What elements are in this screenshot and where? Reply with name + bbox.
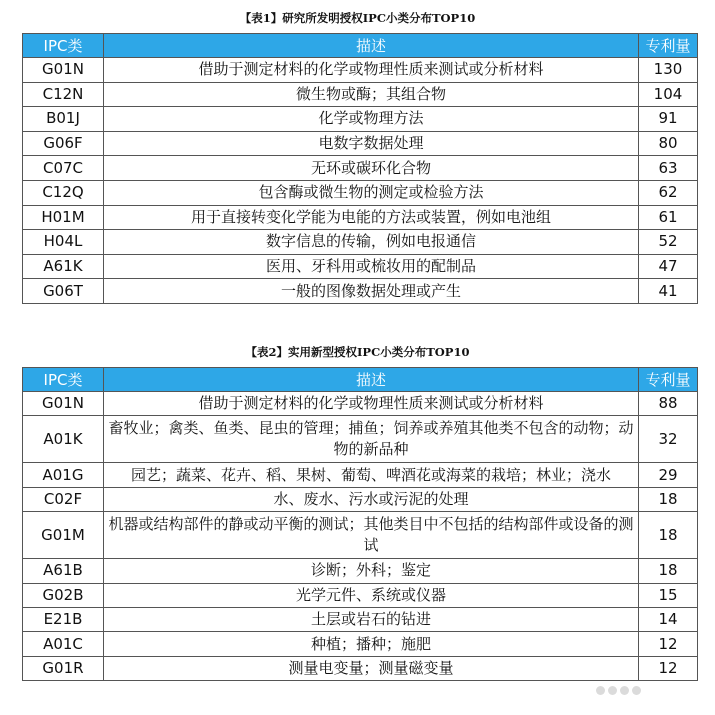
count-cell: 32 — [639, 416, 698, 463]
desc-cell: 种植；播种；施肥 — [104, 632, 639, 656]
table-row — [23, 230, 698, 255]
table-row — [23, 205, 698, 230]
desc-cell: 畜牧业；禽类、鱼类、昆虫的管理；捕鱼；饲养或养殖其他类不包含的动物；动物的新品种 — [104, 416, 639, 463]
table2-caption: 【表2】实用新型授权IPC小类分布TOP10 — [245, 345, 470, 359]
table1-header-count: 专利量 — [639, 34, 698, 58]
ipc-cell: A01K — [23, 416, 104, 463]
count-cell: 88 — [639, 392, 698, 416]
table-row — [23, 156, 698, 181]
ipc-cell: B01J — [23, 107, 104, 132]
table1 — [22, 33, 698, 304]
table-row — [23, 254, 698, 279]
desc-cell: 光学元件、系统或仪器 — [104, 583, 639, 607]
count-cell: 80 — [639, 131, 698, 156]
table-row — [23, 487, 698, 511]
count-cell: 104 — [639, 82, 698, 107]
count-cell: 15 — [639, 583, 698, 607]
table-row — [23, 656, 698, 680]
ipc-cell: G01N — [23, 392, 104, 416]
table2-header-count: 专利量 — [639, 368, 698, 392]
ipc-cell: A01C — [23, 632, 104, 656]
table-row — [23, 559, 698, 583]
desc-cell: 电数字数据处理 — [104, 131, 639, 156]
ipc-cell: G02B — [23, 583, 104, 607]
count-cell: 62 — [639, 180, 698, 205]
ipc-cell: G06T — [23, 279, 104, 304]
table-row — [23, 463, 698, 487]
table-row — [23, 632, 698, 656]
ipc-cell: H01M — [23, 205, 104, 230]
desc-cell: 用于直接转变化学能为电能的方法或装置，例如电池组 — [104, 205, 639, 230]
ipc-cell: G01N — [23, 58, 104, 83]
desc-cell: 医用、牙科用或梳妆用的配制品 — [104, 254, 639, 279]
table1-caption: 【表1】研究所发明授权IPC小类分布TOP10 — [239, 11, 476, 25]
desc-cell: 化学或物理方法 — [104, 107, 639, 132]
table-row — [23, 279, 698, 304]
count-cell: 12 — [639, 656, 698, 680]
desc-cell: 测量电变量；测量磁变量 — [104, 656, 639, 680]
table-row — [23, 583, 698, 607]
table-row — [23, 416, 698, 463]
table-row — [23, 82, 698, 107]
desc-cell: 微生物或酶；其组合物 — [104, 82, 639, 107]
desc-cell: 包含酶或微生物的测定或检验方法 — [104, 180, 639, 205]
ipc-cell: C02F — [23, 487, 104, 511]
table-row — [23, 607, 698, 631]
table2-header-desc: 描述 — [104, 368, 639, 392]
table1-header-row — [23, 34, 698, 58]
count-cell: 14 — [639, 607, 698, 631]
count-cell: 18 — [639, 559, 698, 583]
desc-cell: 诊断；外科；鉴定 — [104, 559, 639, 583]
ipc-cell: A61B — [23, 559, 104, 583]
watermark-dots — [596, 680, 656, 694]
table-row — [23, 131, 698, 156]
table2-header-row — [23, 368, 698, 392]
ipc-cell: H04L — [23, 230, 104, 255]
count-cell: 47 — [639, 254, 698, 279]
ipc-cell: A01G — [23, 463, 104, 487]
table-row — [23, 392, 698, 416]
table-row — [23, 107, 698, 132]
ipc-cell: G01M — [23, 512, 104, 559]
desc-cell: 无环或碳环化合物 — [104, 156, 639, 181]
count-cell: 52 — [639, 230, 698, 255]
count-cell: 63 — [639, 156, 698, 181]
table-row — [23, 58, 698, 83]
count-cell: 29 — [639, 463, 698, 487]
desc-cell: 机器或结构部件的静或动平衡的测试；其他类目中不包括的结构部件或设备的测试 — [104, 512, 639, 559]
count-cell: 91 — [639, 107, 698, 132]
ipc-cell: G01R — [23, 656, 104, 680]
count-cell: 130 — [639, 58, 698, 83]
ipc-cell: C07C — [23, 156, 104, 181]
ipc-cell: E21B — [23, 607, 104, 631]
count-cell: 12 — [639, 632, 698, 656]
table2 — [22, 367, 698, 681]
desc-cell: 借助于测定材料的化学或物理性质来测试或分析材料 — [104, 392, 639, 416]
count-cell: 41 — [639, 279, 698, 304]
desc-cell: 一般的图像数据处理或产生 — [104, 279, 639, 304]
ipc-cell: A61K — [23, 254, 104, 279]
table-row — [23, 512, 698, 559]
table2-header-ipc: IPC类 — [23, 368, 104, 392]
ipc-cell: G06F — [23, 131, 104, 156]
desc-cell: 土层或岩石的钻进 — [104, 607, 639, 631]
count-cell: 61 — [639, 205, 698, 230]
desc-cell: 借助于测定材料的化学或物理性质来测试或分析材料 — [104, 58, 639, 83]
table1-header-ipc: IPC类 — [23, 34, 104, 58]
ipc-cell: C12N — [23, 82, 104, 107]
table1-header-desc: 描述 — [104, 34, 639, 58]
desc-cell: 数字信息的传输，例如电报通信 — [104, 230, 639, 255]
table-row — [23, 180, 698, 205]
desc-cell: 园艺；蔬菜、花卉、稻、果树、葡萄、啤酒花或海菜的栽培；林业；浇水 — [104, 463, 639, 487]
count-cell: 18 — [639, 512, 698, 559]
ipc-cell: C12Q — [23, 180, 104, 205]
desc-cell: 水、废水、污水或污泥的处理 — [104, 487, 639, 511]
count-cell: 18 — [639, 487, 698, 511]
